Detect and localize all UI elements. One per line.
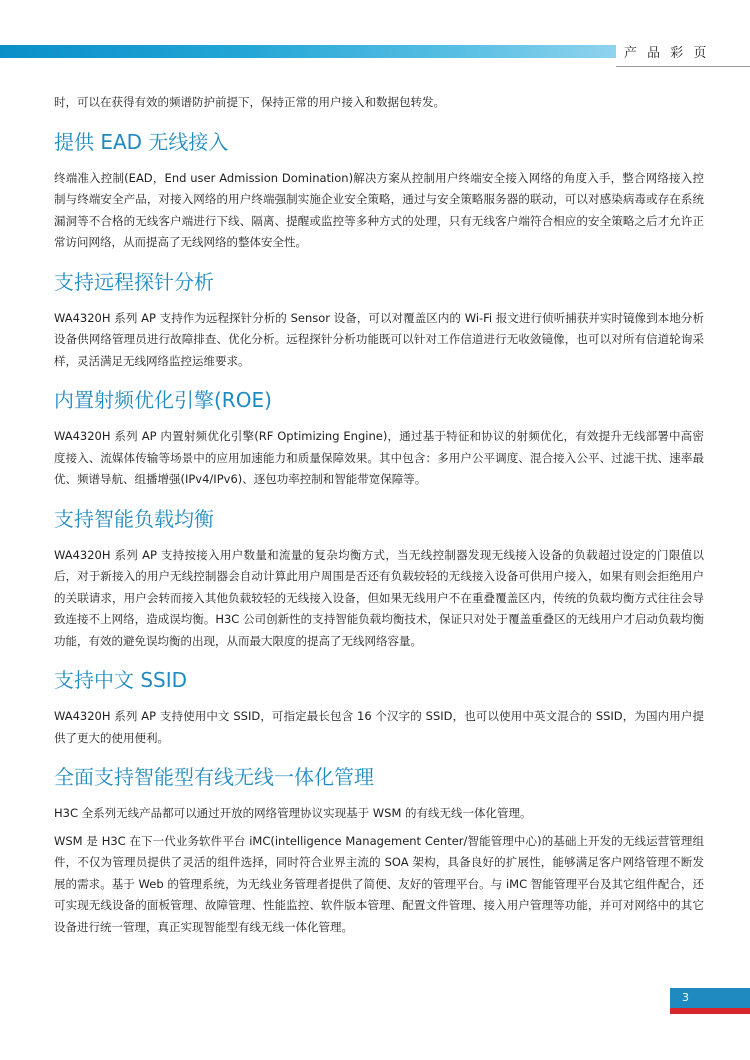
page-number: 3 [670,988,750,1008]
page-content [54,92,704,938]
footer-accent-bar [670,1008,750,1014]
section-paragraph-unified-management-2: WSM 是 H3C 在下一代业务软件平台 iMC(intelligence Management Center/智能管理中心)的基础上开发的无线运营管理组件，不仅为管理员提供了灵活的组件选择，同时符合业界主流的 SOA 架构，具备良好的扩展性，能够满足客户网络管理不断发展的需求。基于 Web 的管理系统，为无线业务管理者提供了简便、友好的管理平台。与 iMC 智能管理平台及其它组件配合，还可实现无线设备的面板管理、故障管理、性能监控、软件版本管理、配置文件管理、接入用户管理等功能，并可对网络中的其它设备进行统一管理，真正实现智能型有线无线一体化管理。 [54,833,704,934]
section-paragraph-load-balancing: WA4320H 系列 AP 支持按接入用户数量和流量的复杂均衡方式，当无线控制器发现无线接入设备的负载超过设定的门限值以后，对于新接入的用户无线控制器会自动计算此用户周围是否还有负载较轻的无线接入设备可供用户接入，如果有则会拒绝用户的关联请求，用户会转而接入其他负载较轻的无线接入设备，但如果无线用户不在重叠覆盖区内，传统的负载均衡方式往往会导致连接不上网络，造成误均衡。H3C 公司创新性的支持智能负载均衡技术，保证只对处于覆盖重叠区的无线用户才启动负载均衡功能，有效的避免误均衡的出现，从而最大限度的提高了无线网络容量。 [54,547,704,648]
section-title-remote-probe: 支持远程探针分析 [54,269,214,294]
intro-paragraph: 时，可以在获得有效的频谱防护前提下，保持正常的用户接入和数据包转发。 [54,95,445,109]
section-title-roe: 内置射频优化引擎(ROE) [54,388,272,412]
section-title-chinese-ssid: 支持中文 SSID [54,668,188,692]
section-paragraph-remote-probe: WA4320H 系列 AP 支持作为远程探针分析的 Sensor 设备，可以对覆盖区内的 Wi-Fi 报文进行侦听捕获并实时镜像到本地分析设备供网络管理员进行故障排查、优化分析。远程探针分析功能既可以针对工作信道进行无收敛镜像，也可以对所有信道轮询采样，灵活满足无线网络监控运维要求。 [54,310,704,368]
section-paragraph-roe: WA4320H 系列 AP 内置射频优化引擎(RF Optimizing Engine)，通过基于特征和协议的射频优化，有效提升无线部署中高密度接入、流媒体传输等场景中的应用加速能力和质量保障效果。其中包含：多用户公平调度、混合接入公平、过滤干扰、速率最优、频谱导航、组播增强(IPv4/IPv6)、逐包功率控制和智能带宽保障等。 [54,429,704,486]
header-title: 产 品 彩 页 [624,46,710,61]
section-paragraph-ead: 终端准入控制(EAD，End user Admission Domination)解决方案从控制用户终端安全接入网络的角度入手，整合网络接入控制与终端安全产品，对接入网络的用户终端强制实施企业安全策略，通过与安全策略服务器的联动，可以对感染病毒或存在系统漏洞等不合格的无线客户端进行下线、隔离、提醒或监控等多种方式的处理，只有无线客户端符合相应的安全策略之后才允许正常访问网络，从而提高了无线网络的整体安全性。 [54,170,704,249]
section-title-ead: 提供 EAD 无线接入 [54,129,229,154]
section-paragraph-unified-management-1: H3C 全系列无线产品都可以通过开放的网络管理协议实现基于 WSM 的有线无线一体化管理。 [54,806,532,820]
section-title-load-balancing: 支持智能负载均衡 [54,506,214,531]
section-title-unified-management: 全面支持智能型有线无线一体化管理 [54,765,374,789]
header-divider [616,66,750,67]
section-paragraph-chinese-ssid: WA4320H 系列 AP 支持使用中文 SSID，可指定最长包含 16 个汉字的 SSID，也可以使用中英文混合的 SSID，为国内用户提供了更大的使用便利。 [54,709,704,745]
header-accent-bar [0,45,616,58]
